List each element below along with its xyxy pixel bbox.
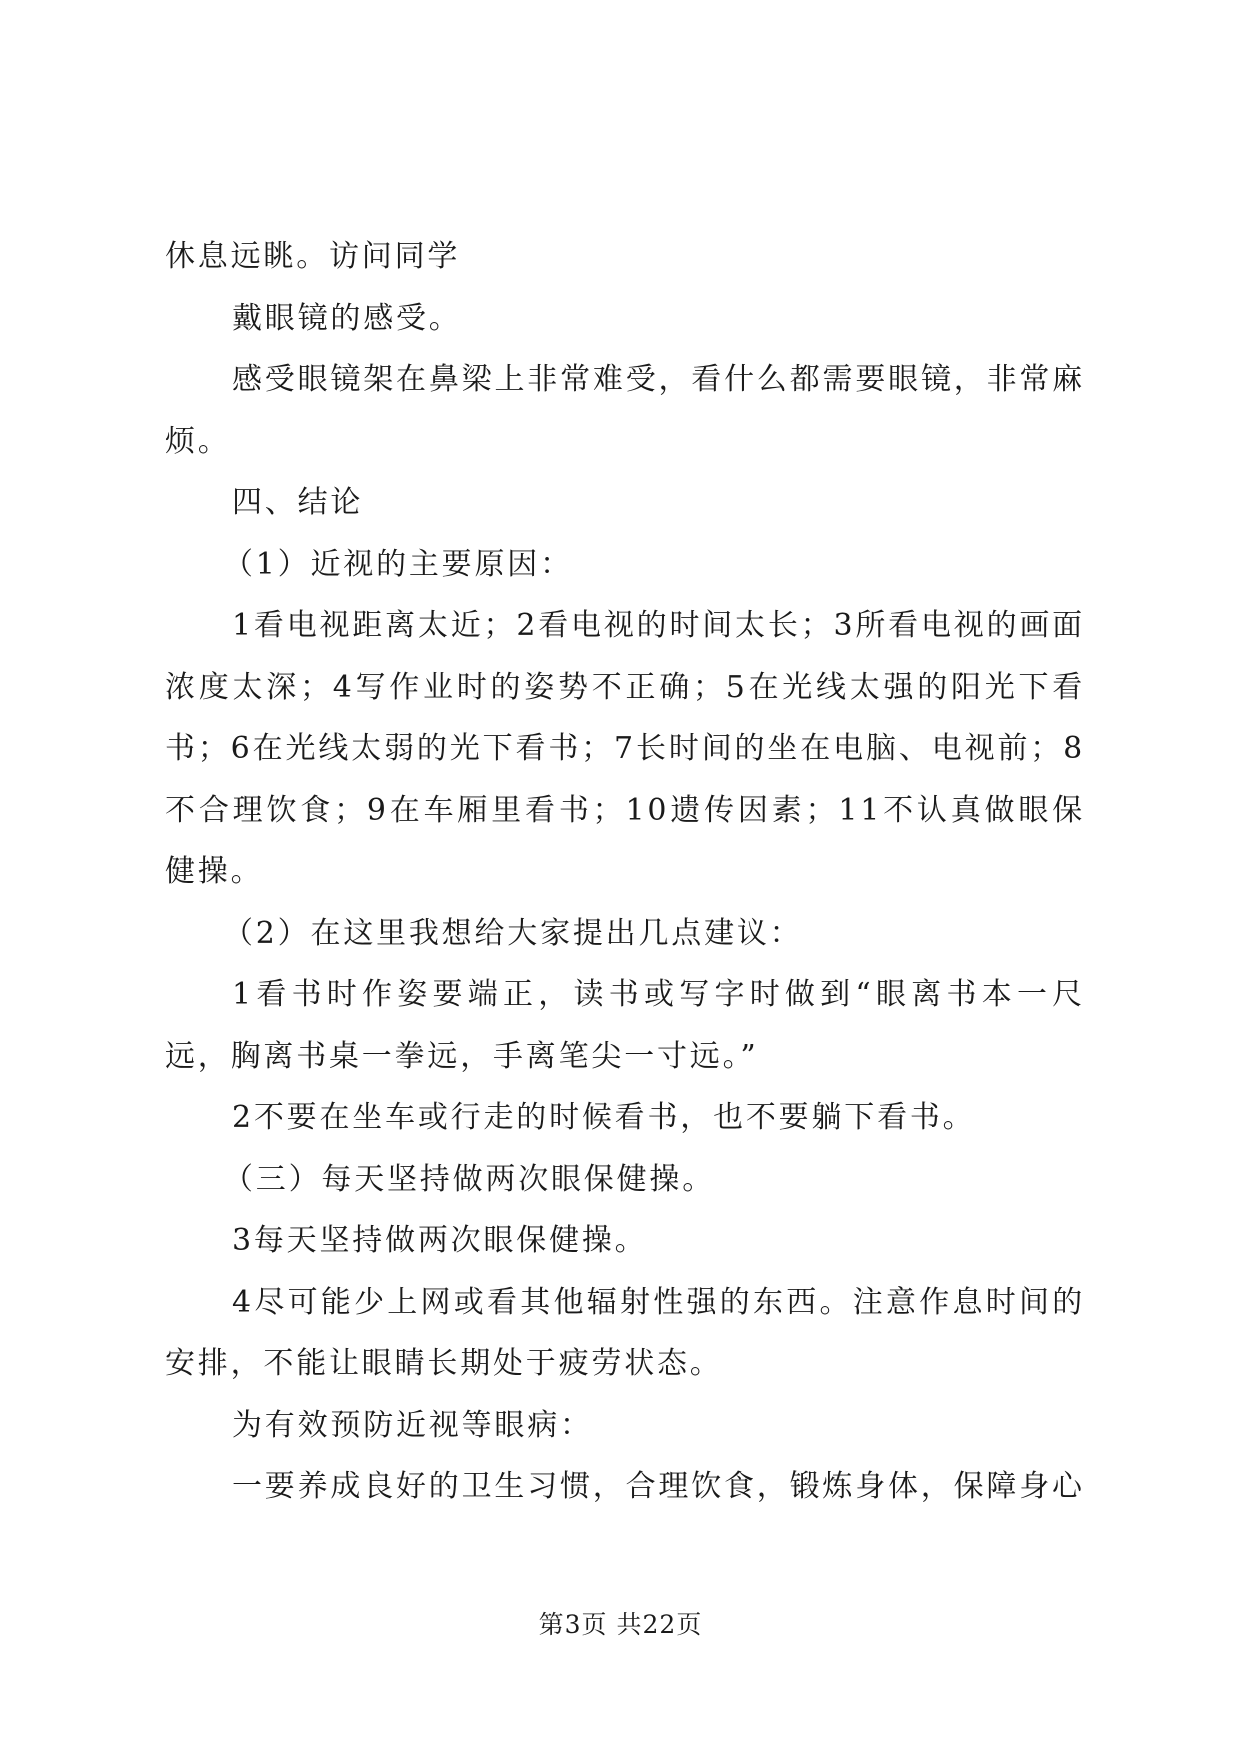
subheading-suggestions: （2）在这里我想给大家提出几点建议： — [223, 915, 803, 951]
paragraph-suggestion-3: 3每天坚持做两次眼保健操。 — [232, 1223, 648, 1258]
document-body — [165, 226, 1085, 1518]
paragraph-prevention-1: 一要养成良好的卫生习惯，合理饮食，锻炼身体，保障身心 — [232, 1469, 1085, 1504]
paragraph-suggestion-1: 1看书时作姿要端正，读书或写字时做到“眼离书本一尺远，胸离书桌一拳远，手离笔尖一寸远。” — [165, 977, 1085, 1074]
subheading-eye-exercises: （三）每天坚持做两次眼保健操。 — [223, 1161, 715, 1197]
paragraph-glasses-feeling: 戴眼镜的感受。 — [232, 300, 462, 336]
paragraph-prevention-intro: 为有效预防近视等眼病： — [232, 1407, 593, 1443]
paragraph-suggestion-4: 4尽可能少上网或看其他辐射性强的东西。注意作息时间的安排，不能让眼睛长期处于疲劳状态。 — [165, 1284, 1085, 1381]
section-heading-conclusion: 四、结论 — [232, 485, 364, 520]
subheading-main-causes: （1）近视的主要原因： — [223, 546, 573, 582]
paragraph-glasses-discomfort: 感受眼镜架在鼻梁上非常难受，看什么都需要眼镜，非常麻烦。 — [165, 362, 1085, 459]
paragraph-continuation: 休息远眺。访问同学 — [165, 239, 461, 274]
page-number-footer: 第3页 共22页 — [538, 1610, 703, 1639]
paragraph-suggestion-2: 2不要在坐车或行走的时候看书，也不要躺下看书。 — [232, 1100, 976, 1135]
paragraph-causes-list: 1看电视距离太近；2看电视的时间太长；3所看电视的画面浓度太深；4写作业时的姿势不正确；5在光线太强的阳光下看书；6在光线太弱的光下看书；7长时间的坐在电脑、电视前；8不合理饮食；9在车厢里看书；10遗传因素；11不认真做眼保健操。 — [165, 608, 1085, 889]
